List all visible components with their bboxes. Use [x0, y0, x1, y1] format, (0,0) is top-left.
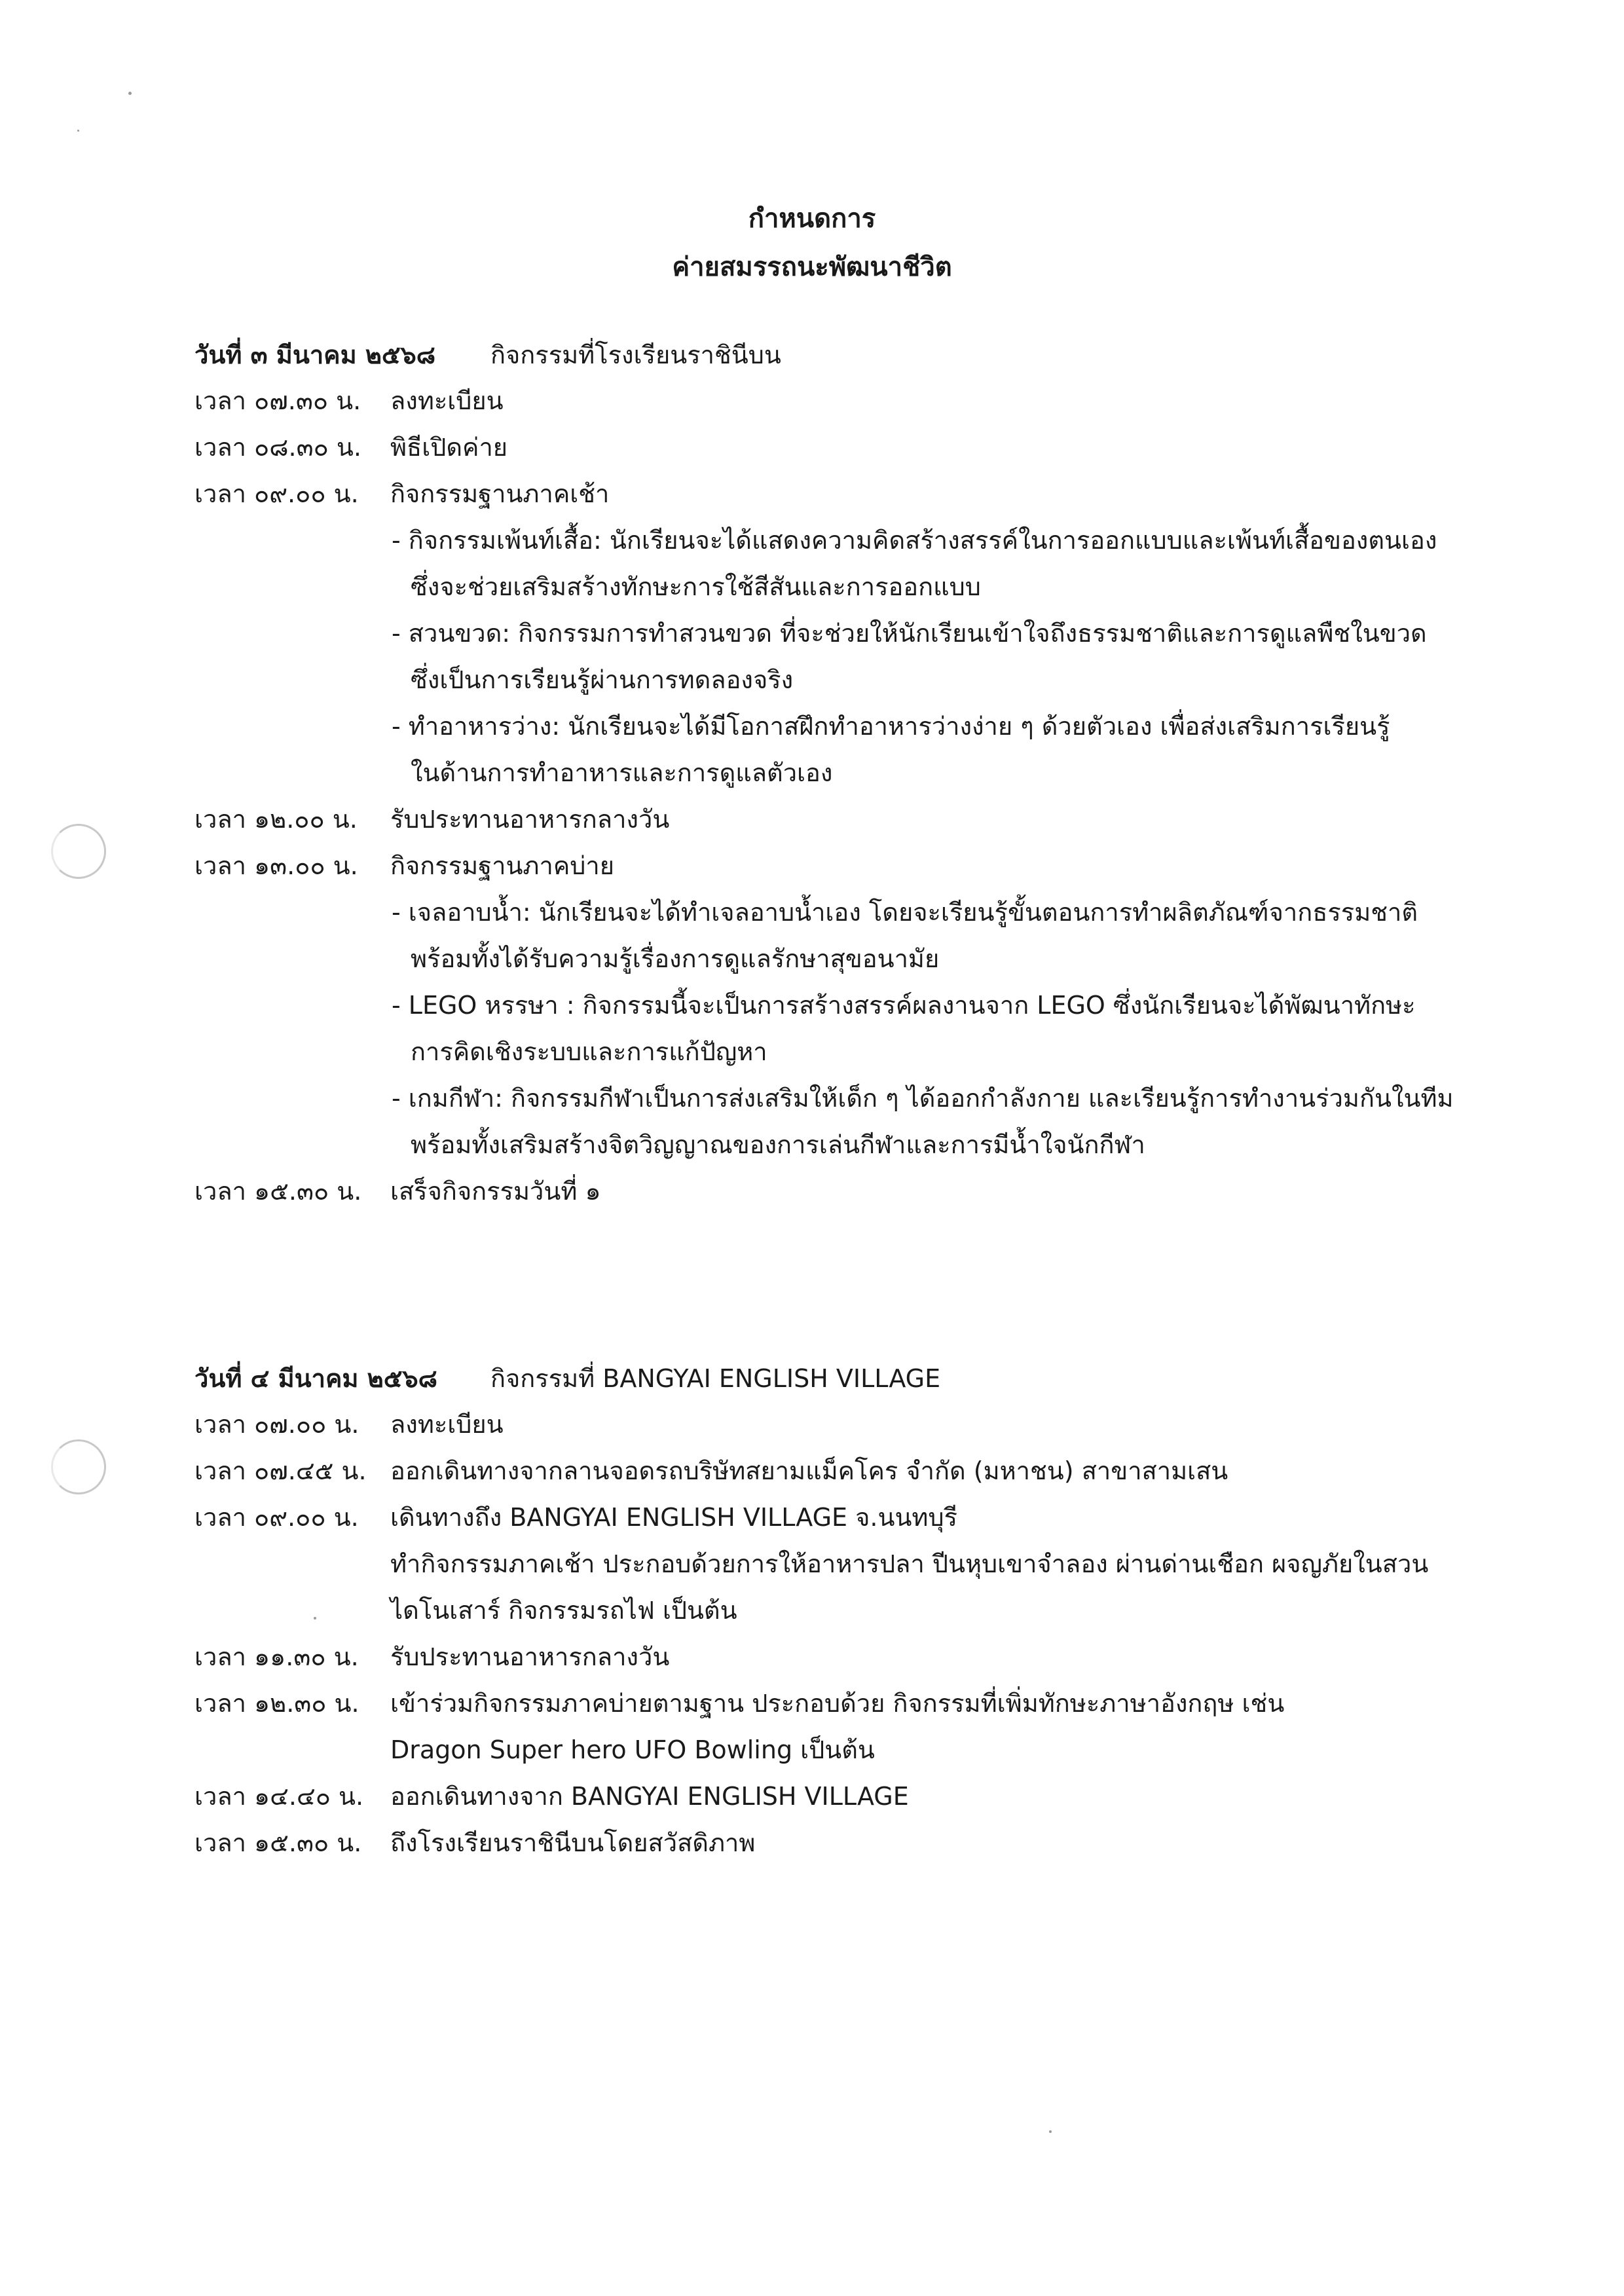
detail-text: Dragon Super hero UFO Bowling เป็นต้น: [390, 1735, 875, 1764]
punch-hole-bottom: [51, 1439, 106, 1494]
detail-text: ไดโนเสาร์ กิจกรรมรถไฟ เป็นต้น: [390, 1596, 737, 1625]
activity-label: ถึงโรงเรียนราชินีบนโดยสวัสดิภาพ: [390, 1828, 756, 1857]
item-line: - LEGO หรรษา : กิจกรรมนี้จะเป็นการสร้างสรรค์ผลงานจาก LEGO ซึ่งนักเรียนจะได้พัฒนาทักษะ: [392, 991, 1416, 1020]
day1-date: วันที่ ๓ มีนาคม ๒๕๖๘: [194, 341, 436, 369]
scan-speck: [77, 130, 79, 132]
time-label: เวลา ๐๙.๐๐ น.: [194, 1503, 359, 1532]
item-line: - ทำอาหารว่าง: นักเรียนจะได้มีโอกาสฝึกทำอาหารว่างง่าย ๆ ด้วยตัวเอง เพื่อส่งเสริมการเรียนรู้: [392, 712, 1390, 741]
activity-label: ออกเดินทางจากลานจอดรถบริษัทสยามแม็คโคร จำกัด (มหาชน) สาขาสามเสน: [390, 1456, 1228, 1485]
time-label: เวลา ๐๙.๐๐ น.: [194, 479, 359, 508]
activity-label: ออกเดินทางจาก BANGYAI ENGLISH VILLAGE: [390, 1782, 909, 1811]
scan-speck: [314, 1617, 316, 1620]
activity-label: ลงทะเบียน: [390, 1410, 504, 1439]
activity-label: ลงทะเบียน: [390, 386, 504, 415]
item-line: ในด้านการทำอาหารและการดูแลตัวเอง: [411, 758, 833, 787]
activity-label: รับประทานอาหารกลางวัน: [390, 1642, 670, 1671]
activity-label: กิจกรรมฐานภาคเช้า: [390, 479, 610, 508]
item-line: การคิดเชิงระบบและการแก้ปัญหา: [411, 1037, 767, 1066]
time-label: เวลา ๑๑.๓๐ น.: [194, 1642, 359, 1671]
time-label: เวลา ๐๗.๓๐ น.: [194, 386, 361, 415]
item-line: - กิจกรรมเพ้นท์เสื้อ: นักเรียนจะได้แสดงความคิดสร้างสรรค์ในการออกแบบและเพ้นท์เสื้อของตนเอง: [392, 526, 1437, 555]
time-label: เวลา ๑๒.๓๐ น.: [194, 1689, 360, 1718]
time-label: เวลา ๑๕.๓๐ น.: [194, 1177, 362, 1206]
day1-activity: กิจกรรมที่โรงเรียนราชินีบน: [490, 341, 781, 369]
time-label: เวลา ๐๗.๔๕ น.: [194, 1456, 367, 1485]
time-label: เวลา ๑๔.๔๐ น.: [194, 1782, 364, 1811]
item-line: พร้อมทั้งเสริมสร้างจิตวิญญาณของการเล่นกีฬาและการมีน้ำใจนักกีฬา: [411, 1130, 1145, 1159]
item-line: ซึ่งเป็นการเรียนรู้ผ่านการทดลองจริง: [411, 665, 794, 694]
document-subtitle: ค่ายสมรรถนะพัฒนาชีวิต: [672, 252, 952, 282]
time-label: เวลา ๑๒.๐๐ น.: [194, 805, 358, 834]
item-line: พร้อมทั้งได้รับความรู้เรื่องการดูแลรักษาสุขอนามัย: [411, 944, 940, 973]
time-label: เวลา ๑๓.๐๐ น.: [194, 851, 358, 880]
item-line: - เกมกีฬา: กิจกรรมกีฬาเป็นการส่งเสริมให้เด็ก ๆ ได้ออกกำลังกาย และเรียนรู้การทำงานร่วมกันในทีม: [392, 1084, 1454, 1113]
scan-speck: [128, 92, 132, 95]
time-label: เวลา ๐๘.๓๐ น.: [194, 433, 361, 462]
item-line: - สวนขวด: กิจกรรมการทำสวนขวด ที่จะช่วยให้นักเรียนเข้าใจถึงธรรมชาติและการดูแลพืชในขวด: [392, 619, 1427, 648]
activity-label: พิธีเปิดค่าย: [390, 433, 508, 462]
item-line: - เจลอาบน้ำ: นักเรียนจะได้ทำเจลอาบน้ำเอง โดยจะเรียนรู้ขั้นตอนการทำผลิตภัณฑ์จากธรรมชาติ: [392, 898, 1418, 927]
time-label: เวลา ๑๕.๓๐ น.: [194, 1828, 362, 1857]
punch-hole-top: [51, 824, 106, 879]
activity-label: เดินทางถึง BANGYAI ENGLISH VILLAGE จ.นนทบุรี: [390, 1503, 958, 1532]
item-line: ซึ่งจะช่วยเสริมสร้างทักษะการใช้สีสันและการออกแบบ: [411, 572, 981, 601]
scan-speck: [1049, 2130, 1052, 2133]
time-label: เวลา ๐๗.๐๐ น.: [194, 1410, 360, 1439]
activity-label: กิจกรรมฐานภาคบ่าย: [390, 851, 614, 880]
document-title: กำหนดการ: [748, 204, 876, 234]
activity-label: เสร็จกิจกรรมวันที่ ๑: [390, 1177, 601, 1206]
detail-text: ทำกิจกรรมภาคเช้า ประกอบด้วยการให้อาหารปลา ปีนหุบเขาจำลอง ผ่านด่านเชือก ผจญภัยในสวน: [390, 1549, 1429, 1578]
day2-date: วันที่ ๔ มีนาคม ๒๕๖๘: [194, 1364, 437, 1393]
activity-label: รับประทานอาหารกลางวัน: [390, 805, 670, 834]
day2-activity: กิจกรรมที่ BANGYAI ENGLISH VILLAGE: [490, 1364, 941, 1393]
activity-label: เข้าร่วมกิจกรรมภาคบ่ายตามฐาน ประกอบด้วย กิจกรรมที่เพิ่มทักษะภาษาอังกฤษ เช่น: [390, 1689, 1285, 1718]
